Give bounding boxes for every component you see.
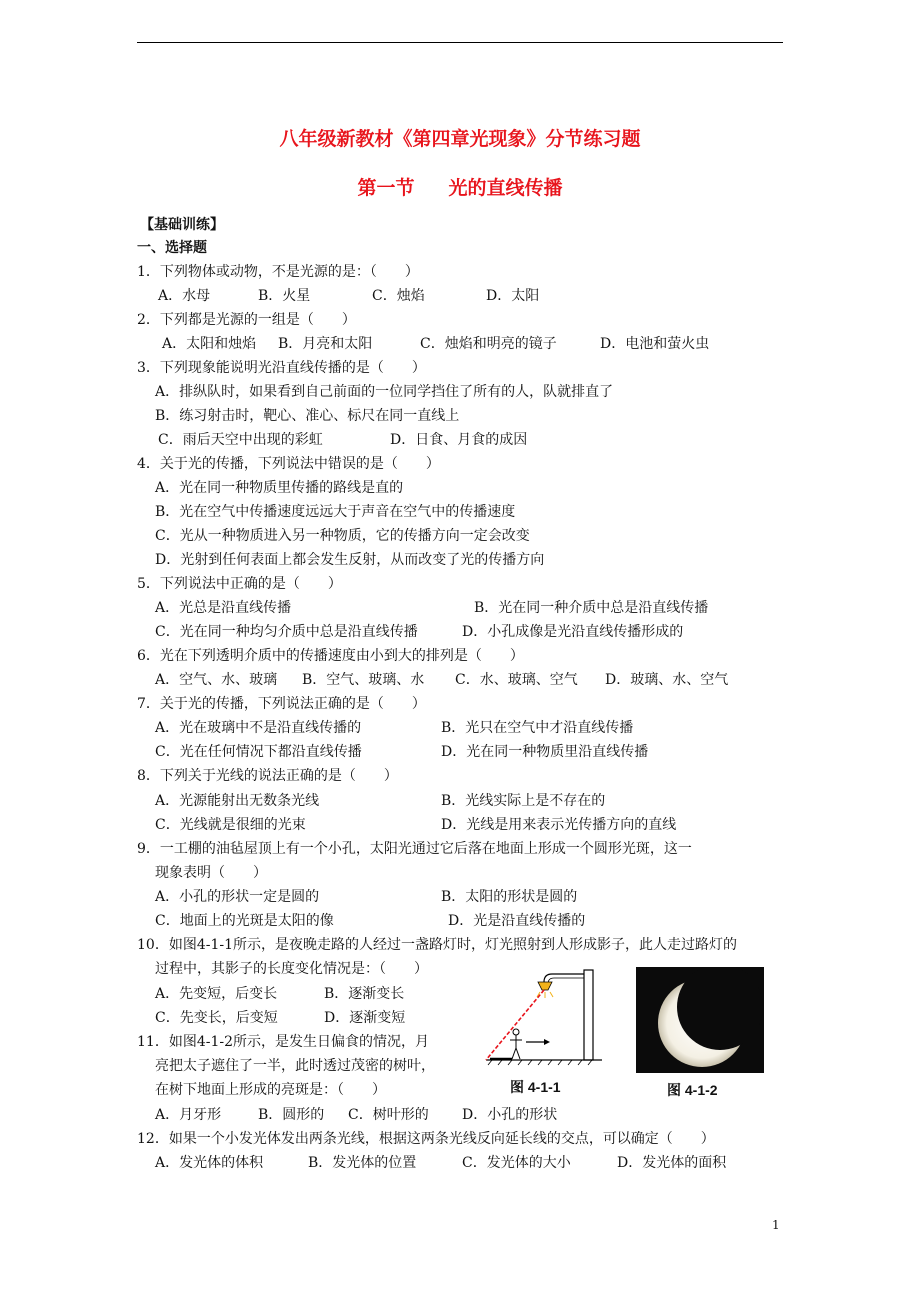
q2-option-c: C．烛焰和明亮的镜子 — [420, 336, 557, 352]
q8-option-b: B．光线实际上是不存在的 — [441, 793, 606, 809]
figure-4-1-1-caption: 图 4-1-1 — [510, 1079, 561, 1095]
q7-option-a: A．光在玻璃中不是沿直线传播的 — [155, 720, 362, 736]
q10-option-a: A．先变短，后变长 — [155, 986, 278, 1002]
q12-option-d: D．发光体的面积 — [617, 1155, 727, 1171]
question-9-stem-continued: 现象表明（ ） — [155, 865, 267, 881]
q6-option-d: D．玻璃、水、空气 — [605, 672, 729, 688]
q10-option-d: D．逐渐变短 — [324, 1010, 406, 1026]
document-title: 八年级新教材《第四章光现象》分节练习题 — [279, 128, 641, 150]
question-11-stem-continued: 亮把太子遮住了一半，此时透过茂密的树叶， — [155, 1058, 435, 1074]
section-number: 第一节 — [357, 177, 415, 199]
q3-option-c: C．雨后天空中出现的彩虹 — [158, 432, 323, 448]
q11-option-a: A．月牙形 — [155, 1107, 222, 1123]
section-name: 光的直线传播 — [448, 177, 563, 199]
question-10-stem: 10．如图4-1-1所示，是夜晚走路的人经过一盏路灯时，灯光照射到人形成影子，此人走过路灯的 — [137, 937, 737, 953]
question-6-stem: 6．光在下列透明介质中的传播速度由小到大的排列是（ ） — [137, 648, 524, 664]
question-8-stem: 8．下列关于光线的说法正确的是（ ） — [137, 768, 398, 784]
q8-option-c: C．光线就是很细的光束 — [155, 817, 306, 833]
question-12-stem: 12．如果一个小发光体发出两条光线，根据这两条光线反向延长线的交点，可以确定（ ） — [137, 1131, 715, 1147]
header-rule — [137, 42, 783, 43]
q3-option-d: D．日食、月食的成因 — [390, 432, 528, 448]
q5-option-a: A．光总是沿直线传播 — [155, 600, 292, 616]
q6-option-a: A．空气、水、玻璃 — [155, 672, 278, 688]
q4-option-c: C．光从一种物质进入另一种物质，它的传播方向一定会改变 — [155, 528, 530, 544]
q5-option-b: B．光在同一种介质中总是沿直线传播 — [474, 600, 709, 616]
q1-option-d: D．太阳 — [486, 288, 540, 304]
q5-option-c: C．光在同一种均匀介质中总是沿直线传播 — [155, 624, 418, 640]
question-9-stem: 9．一工棚的油毡屋顶上有一个小孔，太阳光通过它后落在地面上形成一个圆形光斑，这一 — [137, 841, 692, 857]
q11-option-b: B．圆形的 — [258, 1107, 325, 1123]
q7-option-b: B．光只在空气中才沿直线传播 — [441, 720, 634, 736]
page-number: 1 — [772, 1218, 780, 1232]
q9-option-b: B．太阳的形状是圆的 — [441, 889, 578, 905]
section-title — [0, 173, 920, 200]
q9-option-d: D．光是沿直线传播的 — [448, 913, 586, 929]
question-10-stem-continued: 过程中，其影子的长度变化情况是：（ ） — [155, 961, 428, 977]
q9-option-a: A．小孔的形状一定是圆的 — [155, 889, 320, 905]
q10-option-b: B．逐渐变长 — [324, 986, 405, 1002]
q4-option-d: D．光射到任何表面上都会发生反射，从而改变了光的传播方向 — [155, 552, 545, 568]
q8-option-d: D．光线是用来表示光传播方向的直线 — [441, 817, 677, 833]
q10-option-c: C．先变长，后变短 — [155, 1010, 278, 1026]
q2-option-a: A．太阳和烛焰 — [162, 336, 257, 352]
q9-option-c: C．地面上的光斑是太阳的像 — [155, 913, 334, 929]
q1-option-c: C．烛焰 — [372, 288, 425, 304]
question-7-stem: 7．关于光的传播，下列说法正确的是（ ） — [137, 696, 426, 712]
question-3-stem: 3．下列现象能说明光沿直线传播的是（ ） — [137, 360, 426, 376]
question-11-stem-continued-2: 在树下地面上形成的亮斑是：（ ） — [155, 1082, 386, 1098]
q1-option-b: B．火星 — [258, 288, 311, 304]
question-type: 一、选择题 — [137, 240, 207, 256]
part-heading: 【基础训练】 — [140, 217, 224, 233]
figure-4-1-2-caption: 图 4-1-2 — [667, 1082, 718, 1098]
q11-option-d: D．小孔的形状 — [462, 1107, 558, 1123]
q7-option-d: D．光在同一种物质里沿直线传播 — [441, 744, 649, 760]
q3-option-b: B．练习射击时，靶心、准心、标尺在同一直线上 — [155, 408, 460, 424]
partial-eclipse-photo — [636, 967, 764, 1073]
q11-option-c: C．树叶形的 — [348, 1107, 429, 1123]
street-lamp-figure — [482, 962, 606, 1070]
q1-option-a: A．水母 — [158, 288, 211, 304]
q12-option-c: C．发光体的大小 — [462, 1155, 571, 1171]
q6-option-c: C．水、玻璃、空气 — [455, 672, 578, 688]
q7-option-c: C．光在任何情况下都沿直线传播 — [155, 744, 362, 760]
question-5-stem: 5．下列说法中正确的是（ ） — [137, 576, 342, 592]
q6-option-b: B．空气、玻璃、水 — [302, 672, 425, 688]
q3-option-a: A．排纵队时，如果看到自己前面的一位同学挡住了所有的人，队就排直了 — [155, 384, 614, 400]
question-1-stem: 1．下列物体或动物，不是光源的是：（ ） — [137, 264, 419, 280]
question-11-stem: 11．如图4-1-2所示，是发生日偏食的情况，月 — [137, 1034, 429, 1050]
q12-option-a: A．发光体的体积 — [155, 1155, 264, 1171]
question-2-stem: 2．下列都是光源的一组是（ ） — [137, 312, 356, 328]
q5-option-d: D．小孔成像是光沿直线传播形成的 — [462, 624, 684, 640]
q4-option-b: B．光在空气中传播速度远远大于声音在空气中的传播速度 — [155, 504, 516, 520]
q2-option-b: B．月亮和太阳 — [278, 336, 373, 352]
q2-option-d: D．电池和萤火虫 — [600, 336, 710, 352]
q8-option-a: A．光源能射出无数条光线 — [155, 793, 320, 809]
q12-option-b: B．发光体的位置 — [308, 1155, 417, 1171]
question-4-stem: 4．关于光的传播，下列说法中错误的是（ ） — [137, 456, 440, 472]
q4-option-a: A．光在同一种物质里传播的路线是直的 — [155, 480, 404, 496]
